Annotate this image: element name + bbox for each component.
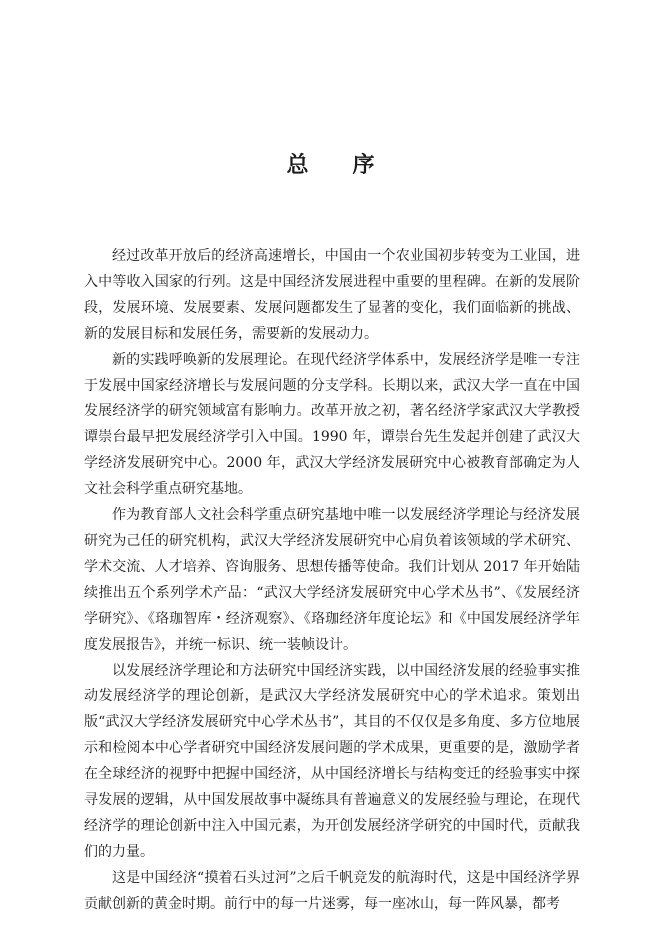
paragraph-2: 新的实践呼唤新的发展理论。在现代经济学体系中，发展经济学是唯一专注于发展中国家经济增长与发展问题的分支学科。长期以来，武汉大学一直在中国发展经济学的研究领域富有影响力。改革开放之初，著名经济学家武汉大学教授谭崇台最早把发展经济学引入中国。1990 年，谭崇台先生发起并创建了武汉大学经济发展研究中心。2000 年，武汉大学经济发展研究中心被教育部确定为人文社会科学重点研究基地。	[84, 351, 580, 498]
paragraph-5: 这是中国经济“摸着石头过河”之后千帆竞发的航海时代，这是中国经济学界贡献创新的黄金时期。前行中的每一片迷雾，每一座冰山，每一阵风暴，都考	[84, 869, 580, 912]
paragraph-1: 经过改革开放后的经济高速增长，中国由一个农业国初步转变为工业国，进入中等收入国家的行列。这是中国经济发展进程中重要的里程碑。在新的发展阶段，发展环境、发展要素、发展问题都发生了显著的变化，我们面临新的挑战、新的发展目标和发展任务，需要新的发展动力。	[84, 248, 580, 342]
title-char-1: 总	[286, 153, 309, 178]
page-title	[0, 148, 661, 179]
paragraph-4: 以发展经济学理论和方法研究中国经济实践，以中国经济发展的经验事实推动发展经济学的理论创新，是武汉大学经济发展研究中心的学术追求。策划出版“武汉大学经济发展研究中心学术丛书”，其目的不仅仅是多角度、多方位地展示和检阅本中心学者研究中国经济发展问题的学术成果，更重要的是，激励学者在全球经济的视野中把握中国经济，从中国经济增长与结构变迁的经验事实中探寻发展的逻辑，从中国发展故事中凝练具有普遍意义的发展经验与理论，在现代经济学的理论创新中注入中国元素，为开创发展经济学研究的中国时代，贡献我们的力量。	[84, 662, 580, 860]
body-text	[84, 244, 580, 918]
paragraph-3: 作为教育部人文社会科学重点研究基地中唯一以发展经济学理论与经济发展研究为己任的研究机构，武汉大学经济发展研究中心肩负着该领域的学术研究、学术交流、人才培养、咨询服务、思想传播等使命。我们计划从 2017 年开始陆续推出五个系列学术产品：“武汉大学经济发展研究中心学术丛书”、《发展经济学研究》、《珞珈智库・经济观察》、《珞珈经济年度论坛》和《中国发展经济学年度发展报告》，并统一标识、统一装帧设计。	[84, 507, 580, 653]
title-char-2: 序	[352, 153, 375, 178]
